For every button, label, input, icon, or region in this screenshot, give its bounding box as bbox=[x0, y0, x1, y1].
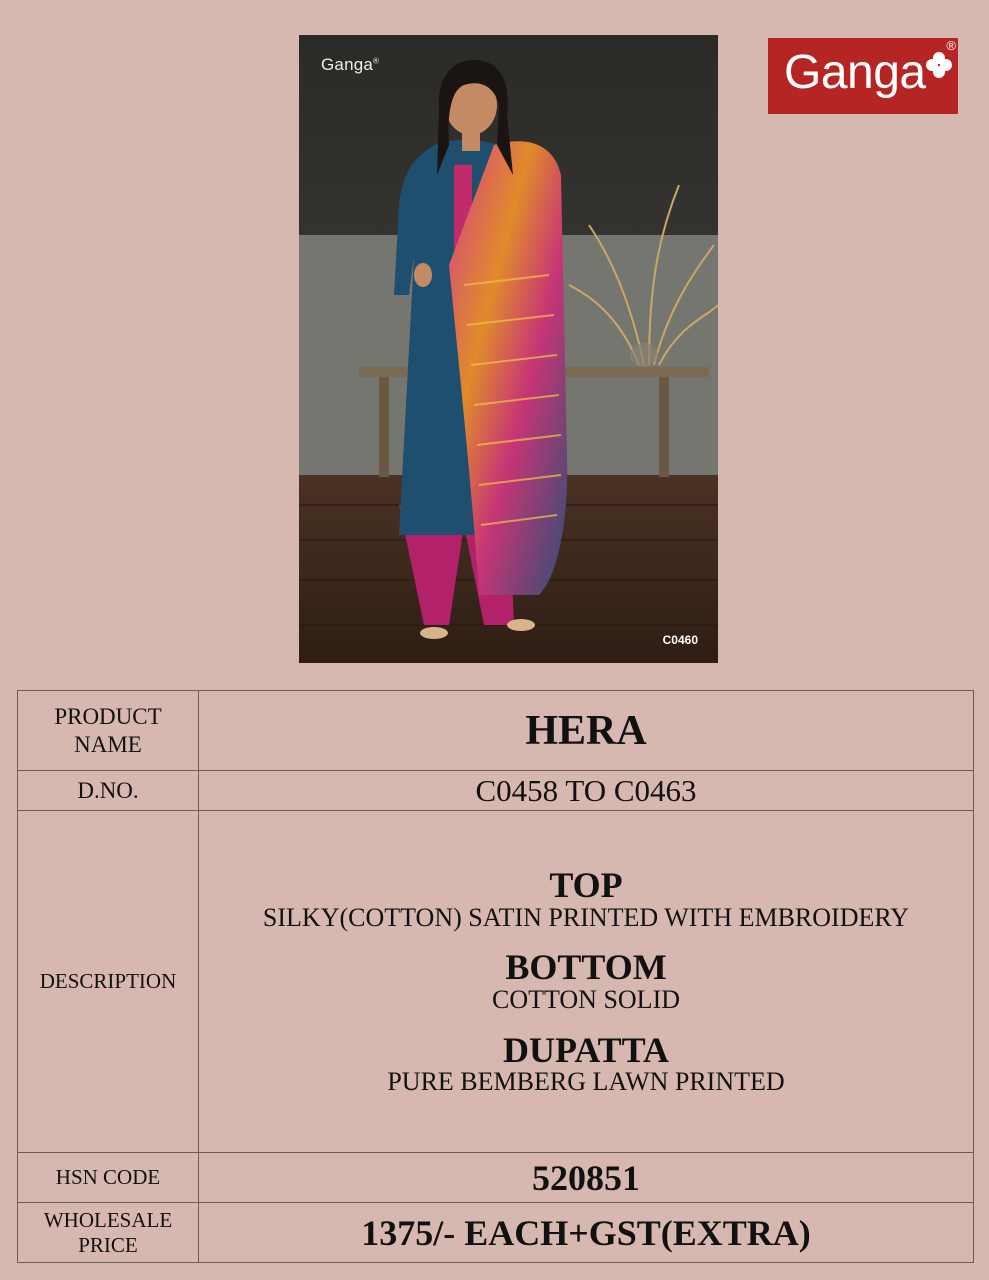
description-text: PURE BEMBERG LAWN PRINTED bbox=[387, 1067, 785, 1097]
registered-mark: ® bbox=[946, 38, 956, 53]
dno-value: C0458 TO C0463 bbox=[475, 773, 697, 808]
price-value: 1375/- EACH+GST(EXTRA) bbox=[361, 1212, 811, 1253]
dno-label: D.NO. bbox=[18, 771, 199, 811]
description-bottom bbox=[199, 949, 973, 1013]
hsn-cell bbox=[199, 1153, 974, 1203]
product-name-label: PRODUCT NAME bbox=[18, 691, 199, 771]
photo-brand-watermark: Ganga® bbox=[321, 55, 380, 74]
description-text: COTTON SOLID bbox=[491, 985, 681, 1015]
description-heading: BOTTOM bbox=[505, 947, 667, 988]
description-label: DESCRIPTION bbox=[18, 811, 199, 1153]
description-cell bbox=[199, 811, 974, 1153]
flower-icon bbox=[924, 50, 954, 80]
table-row bbox=[18, 811, 974, 1153]
dno-cell bbox=[199, 771, 974, 811]
table-row bbox=[18, 1203, 974, 1263]
description-heading: DUPATTA bbox=[503, 1029, 669, 1070]
description-text: SILKY(COTTON) SATIN PRINTED WITH EMBROIDERY bbox=[262, 903, 910, 933]
table-row bbox=[18, 691, 974, 771]
product-spec-table bbox=[17, 690, 974, 1263]
table-row bbox=[18, 1153, 974, 1203]
table-row bbox=[18, 771, 974, 811]
product-name-cell bbox=[199, 691, 974, 771]
hsn-value: 520851 bbox=[532, 1157, 640, 1198]
photo-design-code: C0460 bbox=[662, 633, 698, 647]
price-cell bbox=[199, 1203, 974, 1263]
logo-wordmark: Ganga bbox=[784, 46, 926, 99]
description-dupatta bbox=[199, 1029, 973, 1097]
description-top bbox=[199, 867, 973, 931]
hsn-label: HSN CODE bbox=[18, 1153, 199, 1203]
brand-logo bbox=[768, 38, 958, 114]
product-name: HERA bbox=[525, 707, 647, 754]
description-heading: TOP bbox=[549, 865, 623, 906]
model-illustration bbox=[299, 35, 718, 663]
price-label: WHOLESALE PRICE bbox=[18, 1203, 199, 1263]
product-photo bbox=[299, 35, 718, 663]
